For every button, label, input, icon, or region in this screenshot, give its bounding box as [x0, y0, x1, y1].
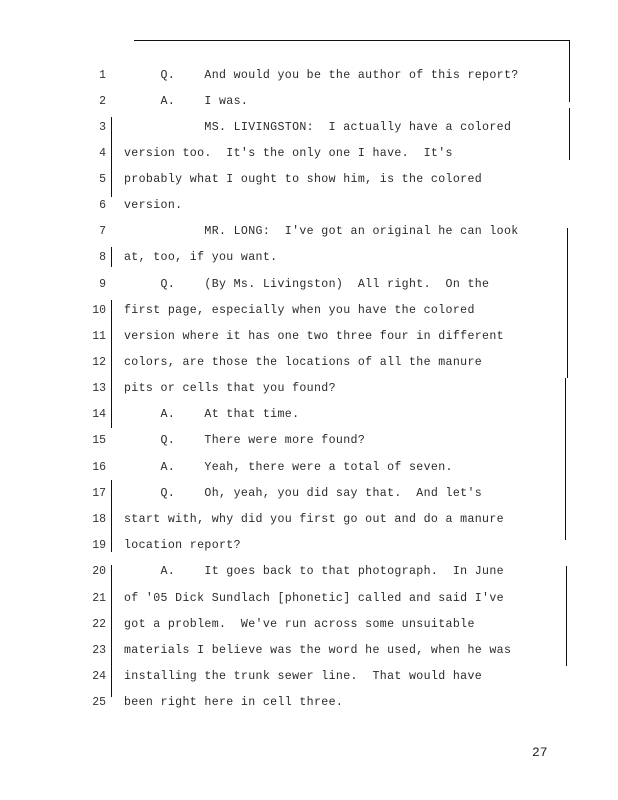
transcript-line: [80, 169, 560, 191]
line-text: Q. (By Ms. Livingston) All right. On the: [124, 278, 490, 291]
transcript-line: [80, 561, 560, 583]
transcript-line: [80, 430, 560, 452]
line-number: 5: [99, 173, 106, 186]
line-text: of '05 Dick Sundlach [phonetic] called and said I've: [124, 592, 504, 605]
line-text: probably what I ought to show him, is the colored: [124, 173, 483, 186]
line-number: 15: [92, 434, 106, 447]
transcript-line: [80, 483, 560, 505]
line-number: 18: [92, 513, 106, 526]
transcript-line: [80, 65, 560, 87]
transcript-line: [80, 247, 560, 269]
line-text: A. Yeah, there were a total of seven.: [124, 461, 453, 474]
transcript-line: [80, 588, 560, 610]
line-text: got a problem. We've run across some unsuitable: [124, 618, 475, 631]
line-number: 23: [92, 644, 106, 657]
top-border-rule: [134, 40, 570, 41]
line-number: 20: [92, 565, 106, 578]
line-text: version.: [124, 199, 183, 212]
line-number: 2: [99, 95, 106, 108]
line-number: 1: [99, 69, 106, 82]
page-number: 27: [532, 745, 548, 760]
line-number: 25: [92, 696, 106, 709]
line-text: Q. There were more found?: [124, 434, 366, 447]
line-number: 3: [99, 121, 106, 134]
line-number: 4: [99, 147, 106, 160]
line-text: A. At that time.: [124, 408, 300, 421]
transcript-line: [80, 666, 560, 688]
transcript-line: [80, 91, 560, 113]
line-number: 9: [99, 278, 106, 291]
line-text: version where it has one two three four in different: [124, 330, 504, 343]
line-number: 14: [92, 408, 106, 421]
line-number: 8: [99, 251, 106, 264]
line-number: 19: [92, 539, 106, 552]
transcript-line: [80, 300, 560, 322]
transcript-line: [80, 457, 560, 479]
transcript-line: [80, 640, 560, 662]
change-bar-right: [566, 566, 567, 666]
transcript-line: [80, 509, 560, 531]
line-number: 6: [99, 199, 106, 212]
transcript-line: [80, 378, 560, 400]
line-number: 12: [92, 356, 106, 369]
line-text: A. I was.: [124, 95, 249, 108]
transcript-line: [80, 404, 560, 426]
line-text: been right here in cell three.: [124, 696, 344, 709]
line-text: materials I believe was the word he used, when he was: [124, 644, 512, 657]
change-bar-right: [569, 108, 570, 160]
transcript-line: [80, 117, 560, 139]
transcript-line: [80, 195, 560, 217]
transcript-line: [80, 221, 560, 243]
line-number: 21: [92, 592, 106, 605]
line-text: installing the trunk sewer line. That would have: [124, 670, 483, 683]
line-text: MR. LONG: I've got an original he can look: [124, 225, 519, 238]
line-text: colors, are those the locations of all the manure: [124, 356, 483, 369]
line-text: A. It goes back to that photograph. In June: [124, 565, 504, 578]
line-text: MS. LIVINGSTON: I actually have a colored: [124, 121, 512, 134]
line-text: Q. Oh, yeah, you did say that. And let's: [124, 487, 483, 500]
line-text: version too. It's the only one I have. It's: [124, 147, 453, 160]
line-number: 16: [92, 461, 106, 474]
change-bar-right: [565, 378, 566, 540]
line-text: start with, why did you first go out and do a manure: [124, 513, 504, 526]
line-text: Q. And would you be the author of this report?: [124, 69, 519, 82]
line-number: 13: [92, 382, 106, 395]
transcript-line: [80, 326, 560, 348]
line-number: 22: [92, 618, 106, 631]
transcript-line: [80, 692, 560, 714]
change-bar-right: [567, 228, 568, 378]
line-number: 11: [92, 330, 106, 343]
line-number: 7: [99, 225, 106, 238]
line-text: at, too, if you want.: [124, 251, 278, 264]
line-text: first page, especially when you have the colored: [124, 304, 475, 317]
right-border-rule: [569, 40, 570, 102]
transcript-line: [80, 352, 560, 374]
line-text: location report?: [124, 539, 241, 552]
line-number: 17: [92, 487, 106, 500]
line-text: pits or cells that you found?: [124, 382, 336, 395]
line-number: 10: [92, 304, 106, 317]
line-number: 24: [92, 670, 106, 683]
transcript-line: [80, 614, 560, 636]
transcript-line: [80, 143, 560, 165]
transcript-line: [80, 274, 560, 296]
transcript-line: [80, 535, 560, 557]
